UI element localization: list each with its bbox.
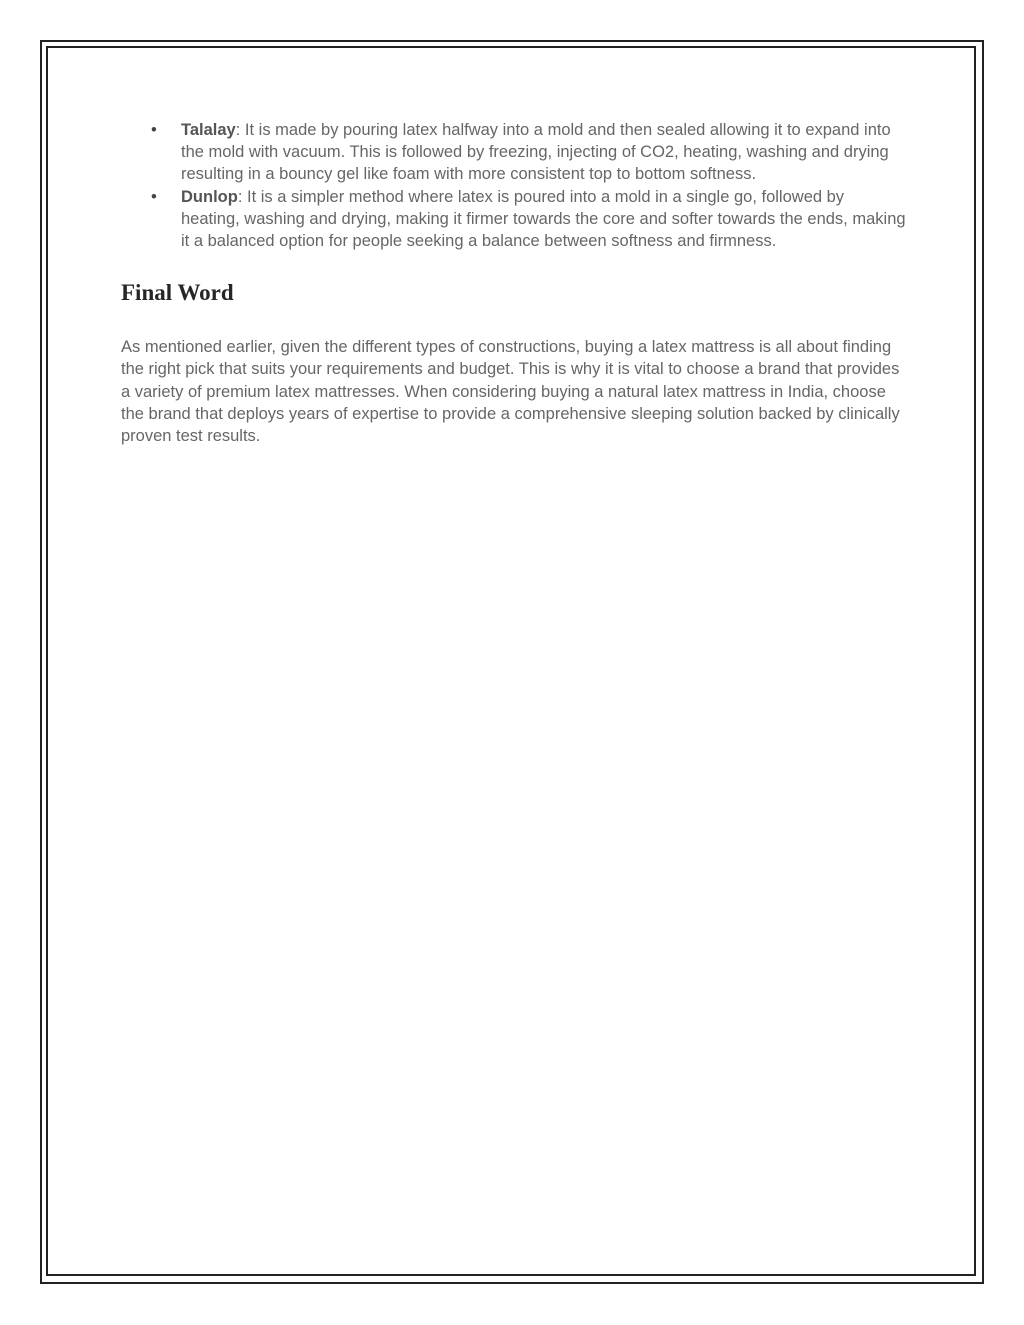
list-item-talalay: [151, 119, 906, 186]
description-talalay: : It is made by pouring latex halfway into a mold and then sealed allowing it to expand into the mold with vacuum. This is followed by freezing, injecting of CO2, heating, washing and drying resulting in a bouncy gel like foam with more consistent top to bottom softness.: [181, 121, 891, 184]
body-paragraph: As mentioned earlier, given the different types of constructions, buying a latex mattress is all about finding the right pick that suits your requirements and budget. This is why it is vital to choose a brand that provides a variety of premium latex mattresses. When considering buying a natural latex mattress in India, choose the brand that deploys years of expertise to provide a comprehensive sleeping solution backed by clinically proven test results.: [121, 338, 900, 446]
description-dunlop: : It is a simpler method where latex is poured into a mold in a single go, followed by heating, washing and drying, making it firmer towards the core and softer towards the ends, making it a balanced option for people seeking a balance between softness and firmness.: [181, 187, 906, 251]
term-talalay: Talalay: [181, 121, 236, 139]
list-item-dunlop: [151, 186, 906, 253]
section-heading: Final Word: [121, 280, 234, 306]
bullet-icon: •: [151, 121, 157, 139]
bullet-icon: •: [151, 187, 157, 206]
construction-methods-list: [121, 119, 906, 252]
document-content: [121, 119, 906, 447]
term-dunlop: Dunlop: [181, 187, 238, 206]
